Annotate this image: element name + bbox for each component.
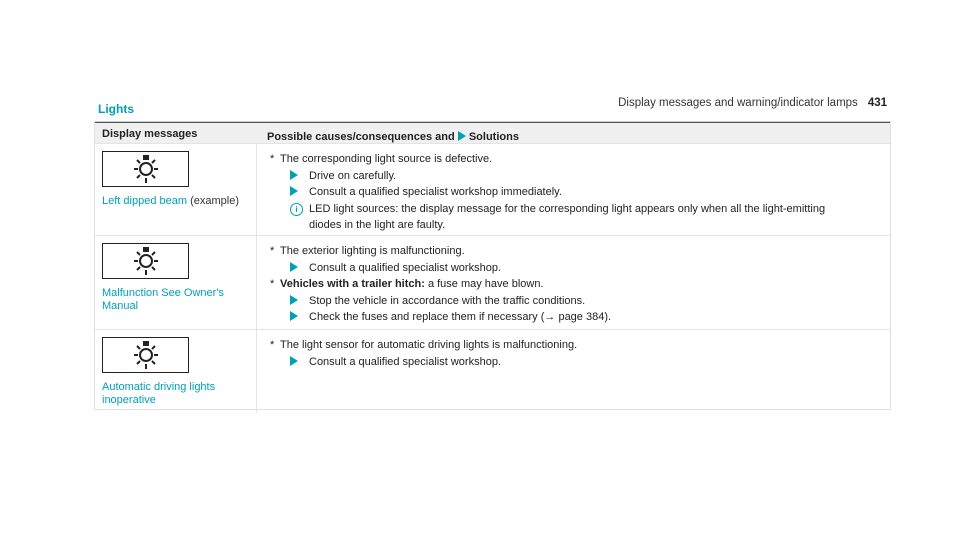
solution-arrow-icon xyxy=(290,295,298,305)
column-header-causes-solutions: Possible causes/consequences and Solutions xyxy=(267,131,519,143)
cause-line: * The light sensor for automatic driving lights is malfunctioning. xyxy=(270,337,880,354)
running-header-title: Display messages and warning/indicator lamps xyxy=(618,97,858,109)
solution-line: Consult a qualified specialist workshop. xyxy=(270,260,880,277)
solution-line: Check the fuses and replace them if necessary (→ page 384). xyxy=(270,309,880,326)
solution-arrow-icon xyxy=(290,262,298,272)
info-icon: i xyxy=(290,203,303,216)
table-row xyxy=(95,144,890,236)
solution-arrow-icon xyxy=(290,186,298,196)
cause-line: * The exterior lighting is malfunctioning. xyxy=(270,243,880,260)
light-bulb-warning-icon xyxy=(102,151,189,187)
display-message-cell xyxy=(95,330,257,413)
running-header xyxy=(618,97,887,109)
cause-line: * Vehicles with a trailer hitch: a fuse may have blown. xyxy=(270,276,880,293)
causes-solutions-cell xyxy=(257,330,890,413)
display-message: Automatic driving lights inoperative xyxy=(102,381,216,406)
page-number: 431 xyxy=(867,97,887,109)
light-bulb-warning-icon xyxy=(102,243,189,279)
solution-line: Drive on carefully. xyxy=(270,168,880,185)
bullet-icon: * xyxy=(270,278,275,290)
info-line-continued: diodes in the light are faulty. xyxy=(309,219,446,231)
table-row xyxy=(95,236,890,330)
solution-arrow-icon xyxy=(458,131,466,141)
display-message-cell xyxy=(95,236,257,329)
solution-line: Stop the vehicle in accordance with the traffic conditions. xyxy=(270,293,880,310)
section-title: Lights xyxy=(98,102,134,116)
solution-arrow-icon xyxy=(290,170,298,180)
lights-table xyxy=(94,121,891,410)
cause-line: * The corresponding light source is defective. xyxy=(270,151,880,168)
bullet-icon: * xyxy=(270,339,275,351)
causes-solutions-cell xyxy=(257,236,890,329)
display-message: Malfunction See Owner's Manual xyxy=(102,287,224,312)
column-header-display-messages: Display messages xyxy=(102,128,198,140)
info-line: i LED light sources: the display message for the corresponding light appears only when all the light-emitting xyxy=(270,201,880,218)
solution-line: Consult a qualified specialist workshop. xyxy=(270,354,880,371)
causes-solutions-cell xyxy=(257,144,890,235)
light-bulb-warning-icon xyxy=(102,337,189,373)
solution-arrow-icon xyxy=(290,356,298,366)
display-message-cell xyxy=(95,144,257,235)
table-row xyxy=(95,330,890,413)
solution-arrow-icon xyxy=(290,311,298,321)
table-header xyxy=(95,122,890,144)
solution-line: Consult a qualified specialist workshop immediately. xyxy=(270,184,880,201)
bullet-icon: * xyxy=(270,153,275,165)
bullet-icon: * xyxy=(270,245,275,257)
display-message: Left dipped beam (example) xyxy=(102,195,239,207)
